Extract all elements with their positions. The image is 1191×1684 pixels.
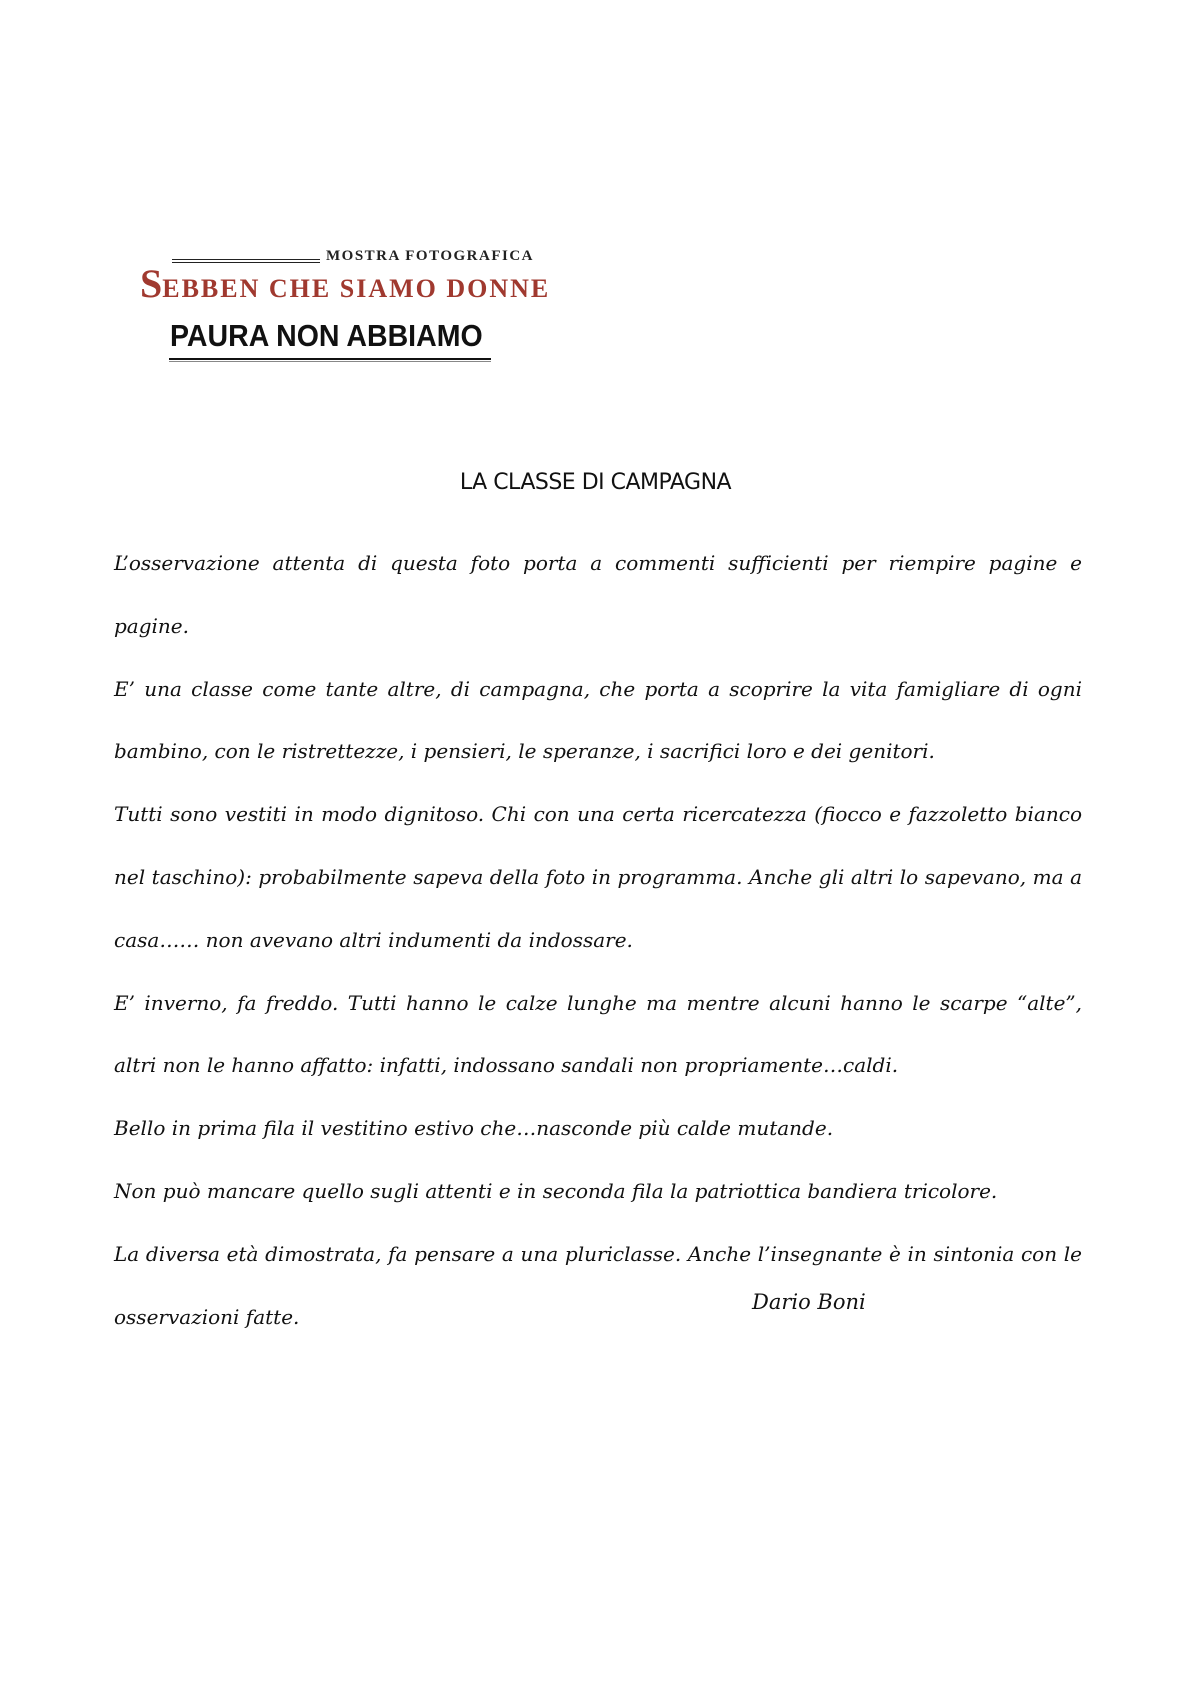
paragraph: L’osservazione attenta di questa foto porta a commenti sufficienti per riempire pagine e pagine.: [114, 551, 1082, 638]
author-signature: Dario Boni: [752, 1290, 866, 1314]
paragraph: Bello in prima fila il vestitino estivo che…nasconde più calde mutande.: [114, 1116, 834, 1141]
paragraph: E’ inverno, fa freddo. Tutti hanno le calze lunghe ma mentre alcuni hanno le scarpe “alte”, altri non le hanno affatto: infatti, indossano sandali non propriamente…caldi.: [114, 990, 1082, 1078]
logo-decorative-rule: [172, 259, 320, 263]
logo-title-rest: EBBEN CHE SIAMO DONNE: [162, 274, 551, 303]
logo-slogan: PAURA NON ABBIAMO: [170, 318, 483, 353]
paragraph: Tutti sono vestiti in modo dignitoso. Chi con una certa ricercatezza (fiocco e fazzoletto bianco nel taschino): probabilmente sapeva della foto in programma. Anche gli altri lo sapevano, ma a casa…… non avevano altri indumenti da indossare.: [114, 802, 1082, 952]
logo-slogan-underline: [169, 358, 491, 362]
logo-title: [140, 261, 551, 306]
paragraph: Non può mancare quello sugli attenti e in seconda fila la patriottica bandiera tricolore.: [114, 1178, 998, 1203]
document-title: LA CLASSE DI CAMPAGNA: [459, 470, 732, 495]
paragraph: La diversa età dimostrata, fa pensare a una pluriclasse. Anche l’insegnante è in sintonia con le osservazioni fatte.: [114, 1241, 1082, 1329]
logo-subtitle: MOSTRA FOTOGRAFICA: [326, 248, 534, 264]
paragraph: E’ una classe come tante altre, di campagna, che porta a scoprire la vita famigliare di ogni bambino, con le ristrettezze, i pensieri, le speranze, i sacrifici loro e dei genitori.: [114, 676, 1082, 764]
logo-title-initial: S: [140, 261, 163, 306]
document-body: [114, 532, 1082, 1348]
exhibition-logo: [140, 246, 551, 366]
